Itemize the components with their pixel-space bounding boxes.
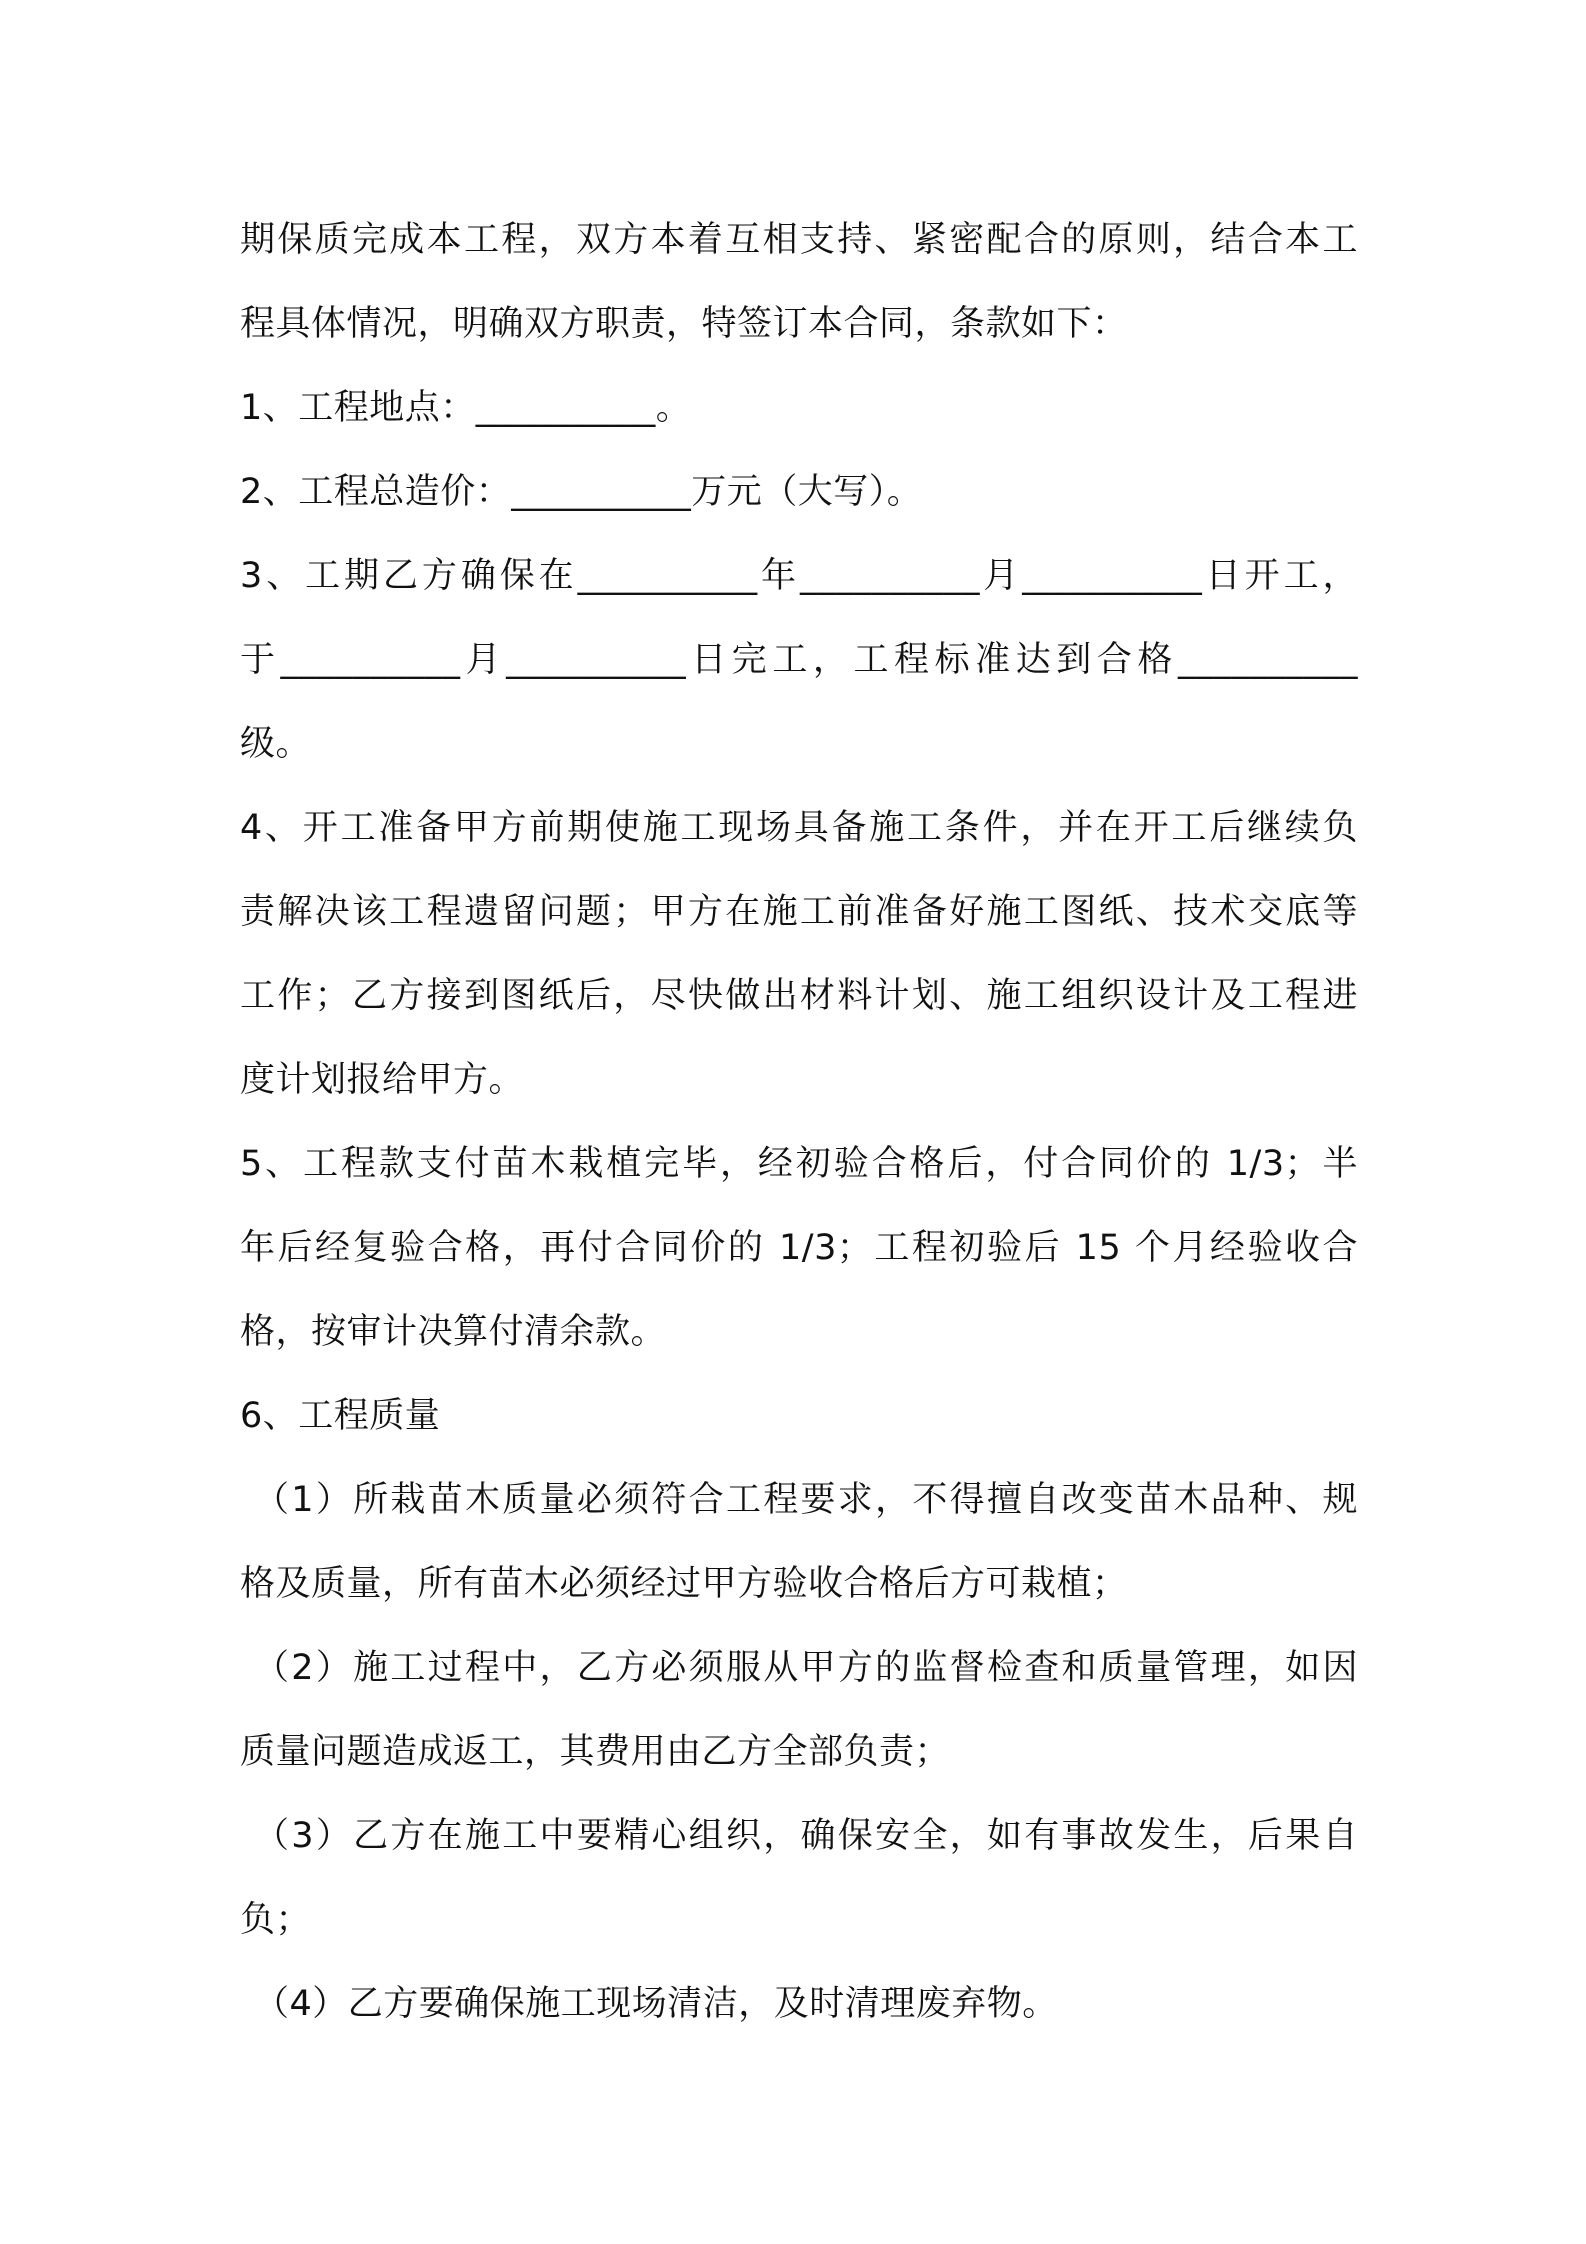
- quality-item-3: （3）乙方在施工中要精心组织，确保安全，如有事故发生，后果自: [254, 1816, 1358, 1856]
- text-line: 格，按审计决算付清余款。: [240, 1312, 667, 1352]
- text-line: 级。: [240, 724, 312, 764]
- text-line: 度计划报给甲方。: [240, 1060, 525, 1100]
- contract-page: [240, 198, 1358, 2046]
- quality-item-2: （2）施工过程中，乙方必须服从甲方的监督检查和质量管理，如因: [254, 1648, 1358, 1688]
- clause-4-preparation: 4、开工准备甲方前期使施工现场具备施工条件，并在开工后继续负: [240, 808, 1358, 848]
- clause-6-quality-heading: 6、工程质量: [240, 1396, 441, 1436]
- clause-2-total-cost: 2、工程总造价：__________万元（大写）。: [240, 472, 923, 512]
- quality-item-4: （4）乙方要确保施工现场清洁，及时清理废弃物。: [254, 1984, 1058, 2024]
- clause-1-location: 1、工程地点：__________。: [240, 388, 692, 428]
- text-line: 于__________月__________日完工，工程标准达到合格__________: [240, 640, 1358, 680]
- text-line: 工作；乙方接到图纸后，尽快做出材料计划、施工组织设计及工程进: [240, 976, 1358, 1016]
- text-line: 程具体情况，明确双方职责，特签订本合同，条款如下：: [240, 304, 1128, 344]
- text-line: 质量问题造成返工，其费用由乙方全部负责；: [240, 1732, 951, 1772]
- text-line: 负；: [240, 1900, 312, 1940]
- text-line: 责解决该工程遗留问题；甲方在施工前准备好施工图纸、技术交底等: [240, 892, 1358, 932]
- text-line: 年后经复验合格，再付合同价的 1/3；工程初验后 15 个月经验收合: [240, 1228, 1358, 1268]
- text-line: 格及质量，所有苗木必须经过甲方验收合格后方可栽植；: [240, 1564, 1128, 1604]
- text-line: 期保质完成本工程，双方本着互相支持、紧密配合的原则，结合本工: [240, 220, 1358, 260]
- quality-item-1: （1）所栽苗木质量必须符合工程要求，不得擅自改变苗木品种、规: [254, 1480, 1358, 1520]
- clause-5-payment: 5、工程款支付苗木栽植完毕，经初验合格后，付合同价的 1/3；半: [240, 1144, 1358, 1184]
- clause-3-schedule: 3、工期乙方确保在__________年__________月__________日开工，: [240, 556, 1358, 596]
